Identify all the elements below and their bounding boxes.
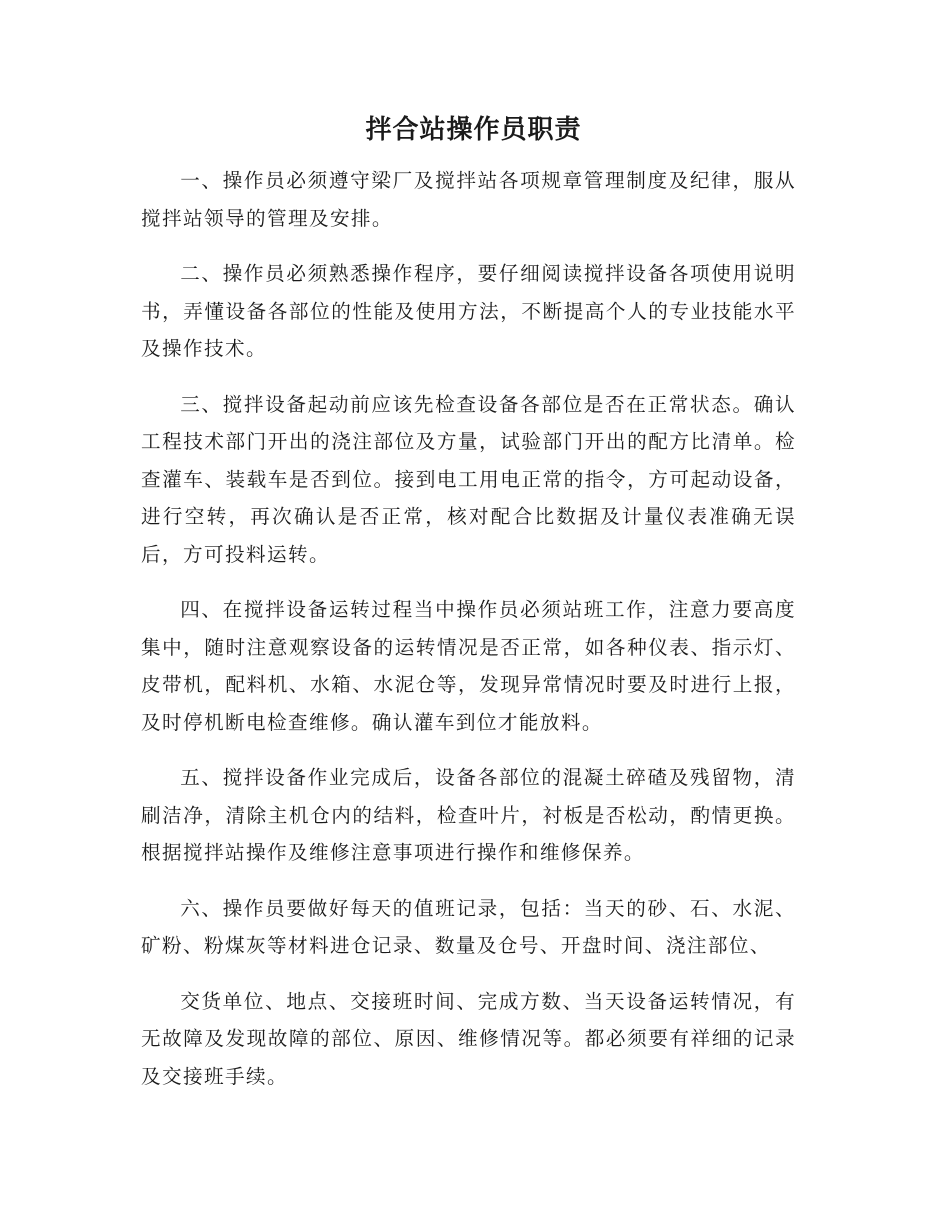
paragraph-4: 四、在搅拌设备运转过程当中操作员必须站班工作，注意力要高度集中，随时注意观察设备的运转情况是否正常，如各种仪表、指示灯、皮带机，配料机、水箱、水泥仓等，发现异常情况时要及时进行上报，及时停机断电检查维修。确认灌车到位才能放料。 bbox=[141, 598, 796, 734]
document-page bbox=[141, 110, 796, 1113]
paragraph-3: 三、搅拌设备起动前应该先检查设备各部位是否在正常状态。确认工程技术部门开出的浇注部位及方量，试验部门开出的配方比清单。检查灌车、装载车是否到位。接到电工用电正常的指令，方可起动设备，进行空转，再次确认是否正常，核对配合比数据及计量仪表准确无误后，方可投料运转。 bbox=[141, 392, 796, 566]
paragraph-5: 五、搅拌设备作业完成后，设备各部位的混凝土碎碴及残留物，清刷洁净，清除主机仓内的结料，检查叶片，衬板是否松动，酌情更换。根据搅拌站操作及维修注意事项进行操作和维修保养。 bbox=[141, 766, 796, 864]
paragraph-7: 交货单位、地点、交接班时间、完成方数、当天设备运转情况，有无故障及发现故障的部位、原因、维修情况等。都必须要有祥细的记录及交接班手续。 bbox=[141, 989, 796, 1088]
document-title: 拌合站操作员职责 bbox=[365, 115, 582, 145]
paragraph-1: 一、操作员必须遵守梁厂及搅拌站各项规章管理制度及纪律，服从搅拌站领导的管理及安排。 bbox=[141, 169, 796, 230]
paragraph-2: 二、操作员必须熟悉操作程序，要仔细阅读搅拌设备各项使用说明书，弄懂设备各部位的性能及使用方法，不断提高个人的专业技能水平及操作技术。 bbox=[141, 262, 796, 360]
paragraph-6: 六、操作员要做好每天的值班记录，包括：当天的砂、石、水泥、矿粉、粉煤灰等材料进仓记录、数量及仓号、开盘时间、浇注部位、 bbox=[141, 896, 796, 957]
